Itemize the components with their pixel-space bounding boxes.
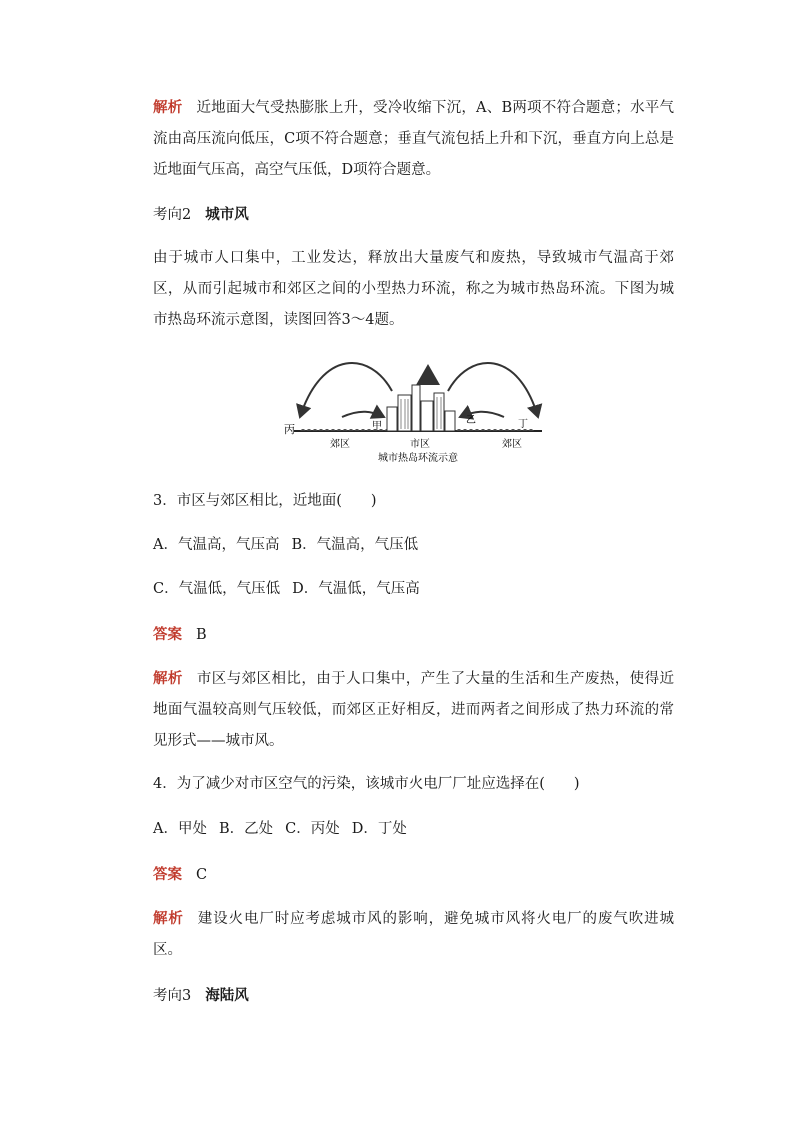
label-suburb-left: 郊区 [330,439,350,450]
option-d: D．气温低，气压高 [292,581,420,597]
analysis-text: 近地面大气受热膨胀上升，受冷收缩下沉，A、B两项不符合题意；水平气流由高压流向低压，C项不符合题意；垂直气流包括上升和下沉，垂直方向上总是近地面气压高，高空气压低，D项符合题意。 [153,100,675,178]
option-c: C．气温低，气压低 [153,581,281,597]
left-inflow-arrow [342,412,384,417]
section-title: 海陆风 [205,987,249,1004]
answer-value: C [196,867,208,883]
question-3-options-row-2 [121,574,674,605]
analysis-tag: 解析 [153,910,184,927]
option-d: D．丁处 [351,821,407,837]
analysis-text: 建设火电厂时应考虑城市风的影响，避免城市风将火电厂的废气吹进城区。 [153,911,674,958]
heat-island-figure [280,355,548,467]
section-label: 考向2 [153,207,192,223]
answer-value: B [196,627,207,643]
analysis-1 [121,92,674,186]
label-suburb-right: 郊区 [502,439,522,450]
intro-paragraph: 由于城市人口集中，工业发达，释放出大量废气和废热，导致城市气温高于郊区，从而引起城市和郊区之间的小型热力环流，称之为城市热岛环流。下图为城市热岛环流示意图，读图回答3～4题。 [153,250,674,328]
question-4-analysis [121,903,674,966]
right-circulation-arrow [448,363,538,417]
section-title: 城市风 [205,206,249,223]
question-3-stem: 3．市区与郊区相比，近地面( ) [153,493,377,509]
heat-island-diagram [280,355,548,467]
option-b: B．乙处 [218,821,274,837]
section-label: 考向3 [153,988,192,1004]
label-city: 市区 [410,439,430,450]
left-circulation-arrow [300,363,392,417]
question-4-options [121,814,674,845]
option-b: B．气温高，气压低 [291,537,419,553]
section-heading-2 [121,199,674,231]
question-3-analysis [121,663,674,757]
figure-caption: 城市热岛环流示意 [378,453,458,464]
question-3-options-row-1 [121,530,674,561]
label-yi: 乙 [466,415,476,426]
answer-tag: 答案 [153,626,182,643]
label-ding: 丁 [518,419,528,430]
analysis-text: 市区与郊区相比，由于人口集中，产生了大量的生活和生产废热，使得近地面气温较高则气压较低，而郊区正好相反，进而两者之间形成了热力环流的常见形式——城市风。 [153,671,675,749]
section-heading-3 [121,980,674,1012]
question-4-stem: 4．为了减少对市区空气的污染，该城市火电厂厂址应选择在( ) [153,776,580,792]
label-bing: 丙 [284,423,295,436]
option-c: C．丙处 [285,821,340,837]
question-4-answer [121,859,674,891]
option-a: A．甲处 [153,821,207,837]
answer-tag: 答案 [153,866,182,883]
option-a: A．气温高，气压高 [153,537,280,553]
analysis-tag: 解析 [153,670,183,687]
question-3-answer [121,619,674,651]
analysis-tag: 解析 [153,99,183,116]
label-jia: 甲 [372,421,382,432]
city-buildings [387,385,455,431]
